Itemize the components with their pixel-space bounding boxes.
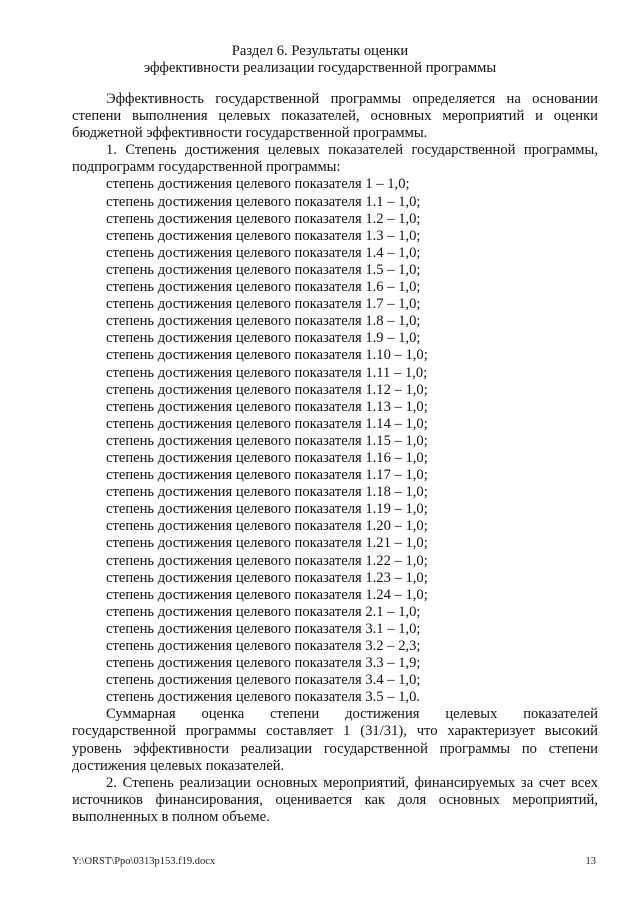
summary-word: целевых xyxy=(445,706,498,723)
indicator-item: степень достижения целевого показателя 1.14 – 1,0; xyxy=(106,415,428,432)
footer-page-number: 13 xyxy=(585,856,596,867)
indicator-item: степень достижения целевого показателя 1.16 – 1,0; xyxy=(106,449,428,466)
indicator-item: степень достижения целевого показателя 1.21 – 1,0; xyxy=(106,535,428,552)
summary-word: показателей xyxy=(523,706,598,723)
indicator-item: степень достижения целевого показателя 3.5 – 1,0. xyxy=(106,689,421,706)
indicator-item: степень достижения целевого показателя 1.5 – 1,0; xyxy=(106,261,421,278)
section-1-intro: 1. Степень достижения целевых показателей государственной программы, подпрограмм государственной программы: xyxy=(72,142,598,176)
indicator-item: степень достижения целевого показателя 1.6 – 1,0; xyxy=(106,279,421,296)
indicator-item: степень достижения целевого показателя 3.1 – 1,0; xyxy=(106,620,421,637)
summary-word: достижения xyxy=(345,706,420,723)
indicator-item: степень достижения целевого показателя 1 – 1,0; xyxy=(106,176,410,193)
section-heading-line-2: эффективности реализации государственной программы xyxy=(143,60,497,76)
indicator-item: степень достижения целевого показателя 1.22 – 1,0; xyxy=(106,552,428,569)
indicator-item: степень достижения целевого показателя 3.2 – 2,3; xyxy=(106,638,421,654)
indicator-item: степень достижения целевого показателя 1.23 – 1,0; xyxy=(106,569,428,586)
section-heading-line-1: Раздел 6. Результаты оценки xyxy=(231,43,409,59)
indicator-item: степень достижения целевого показателя 1.24 – 1,0; xyxy=(106,586,428,603)
indicator-item: степень достижения целевого показателя 1.9 – 1,0; xyxy=(106,330,421,347)
indicator-item: степень достижения целевого показателя 1.19 – 1,0; xyxy=(106,501,428,518)
indicator-item: степень достижения целевого показателя 1.20 – 1,0; xyxy=(106,518,428,535)
indicator-item: степень достижения целевого показателя 1.3 – 1,0; xyxy=(106,227,421,244)
indicator-item: степень достижения целевого показателя 1.8 – 1,0; xyxy=(106,313,421,330)
indicator-item: степень достижения целевого показателя 1.4 – 1,0; xyxy=(106,244,421,261)
summary-word: Суммарная xyxy=(106,706,176,723)
summary-first-line xyxy=(72,706,598,723)
indicator-list xyxy=(72,176,598,706)
indicator-item: степень достижения целевого показателя 1.18 – 1,0; xyxy=(106,484,428,501)
indicator-item: степень достижения целевого показателя 1.11 – 1,0; xyxy=(106,364,428,381)
summary-word: оценка xyxy=(201,706,245,723)
indicator-item: степень достижения целевого показателя 3.4 – 1,0; xyxy=(106,672,421,689)
section-2-paragraph: 2. Степень реализации основных мероприятий, финансируемых за счет всех источников финансирования, оценивается как доля основных мероприятий, выполненных в полном объеме. xyxy=(72,774,598,825)
summary-paragraph: государственной программы составляет 1 (31/31), что характеризует высокий уровень эффективности реализации государственной программы по степени достижения целевых показателей. xyxy=(72,723,598,774)
indicator-item: степень достижения целевого показателя 1.7 – 1,0; xyxy=(106,296,421,313)
indicator-item: степень достижения целевого показателя 3.3 – 1,9; xyxy=(106,655,421,672)
indicator-item: степень достижения целевого показателя 1.1 – 1,0; xyxy=(106,193,421,210)
indicator-item: степень достижения целевого показателя 1.10 – 1,0; xyxy=(106,347,428,364)
indicator-item: степень достижения целевого показателя 1.13 – 1,0; xyxy=(106,398,428,415)
footer-file-path: Y:\ORST\Ppo\0313p153.f19.docx xyxy=(72,856,216,867)
indicator-item: степень достижения целевого показателя 2.1 – 1,0; xyxy=(106,603,421,620)
indicator-item: степень достижения целевого показателя 1.15 – 1,0; xyxy=(106,432,428,449)
document-body xyxy=(72,91,598,826)
summary-word: степени xyxy=(270,706,320,723)
intro-paragraph: Эффективность государственной программы определяется на основании степени выполнения целевых показателей, основных мероприятий и оценки бюджетной эффективности государственной программы. xyxy=(72,91,598,142)
indicator-item: степень достижения целевого показателя 1.17 – 1,0; xyxy=(106,467,428,484)
indicator-item: степень достижения целевого показателя 1.12 – 1,0; xyxy=(106,381,428,398)
indicator-item: степень достижения целевого показателя 1.2 – 1,0; xyxy=(106,210,421,227)
